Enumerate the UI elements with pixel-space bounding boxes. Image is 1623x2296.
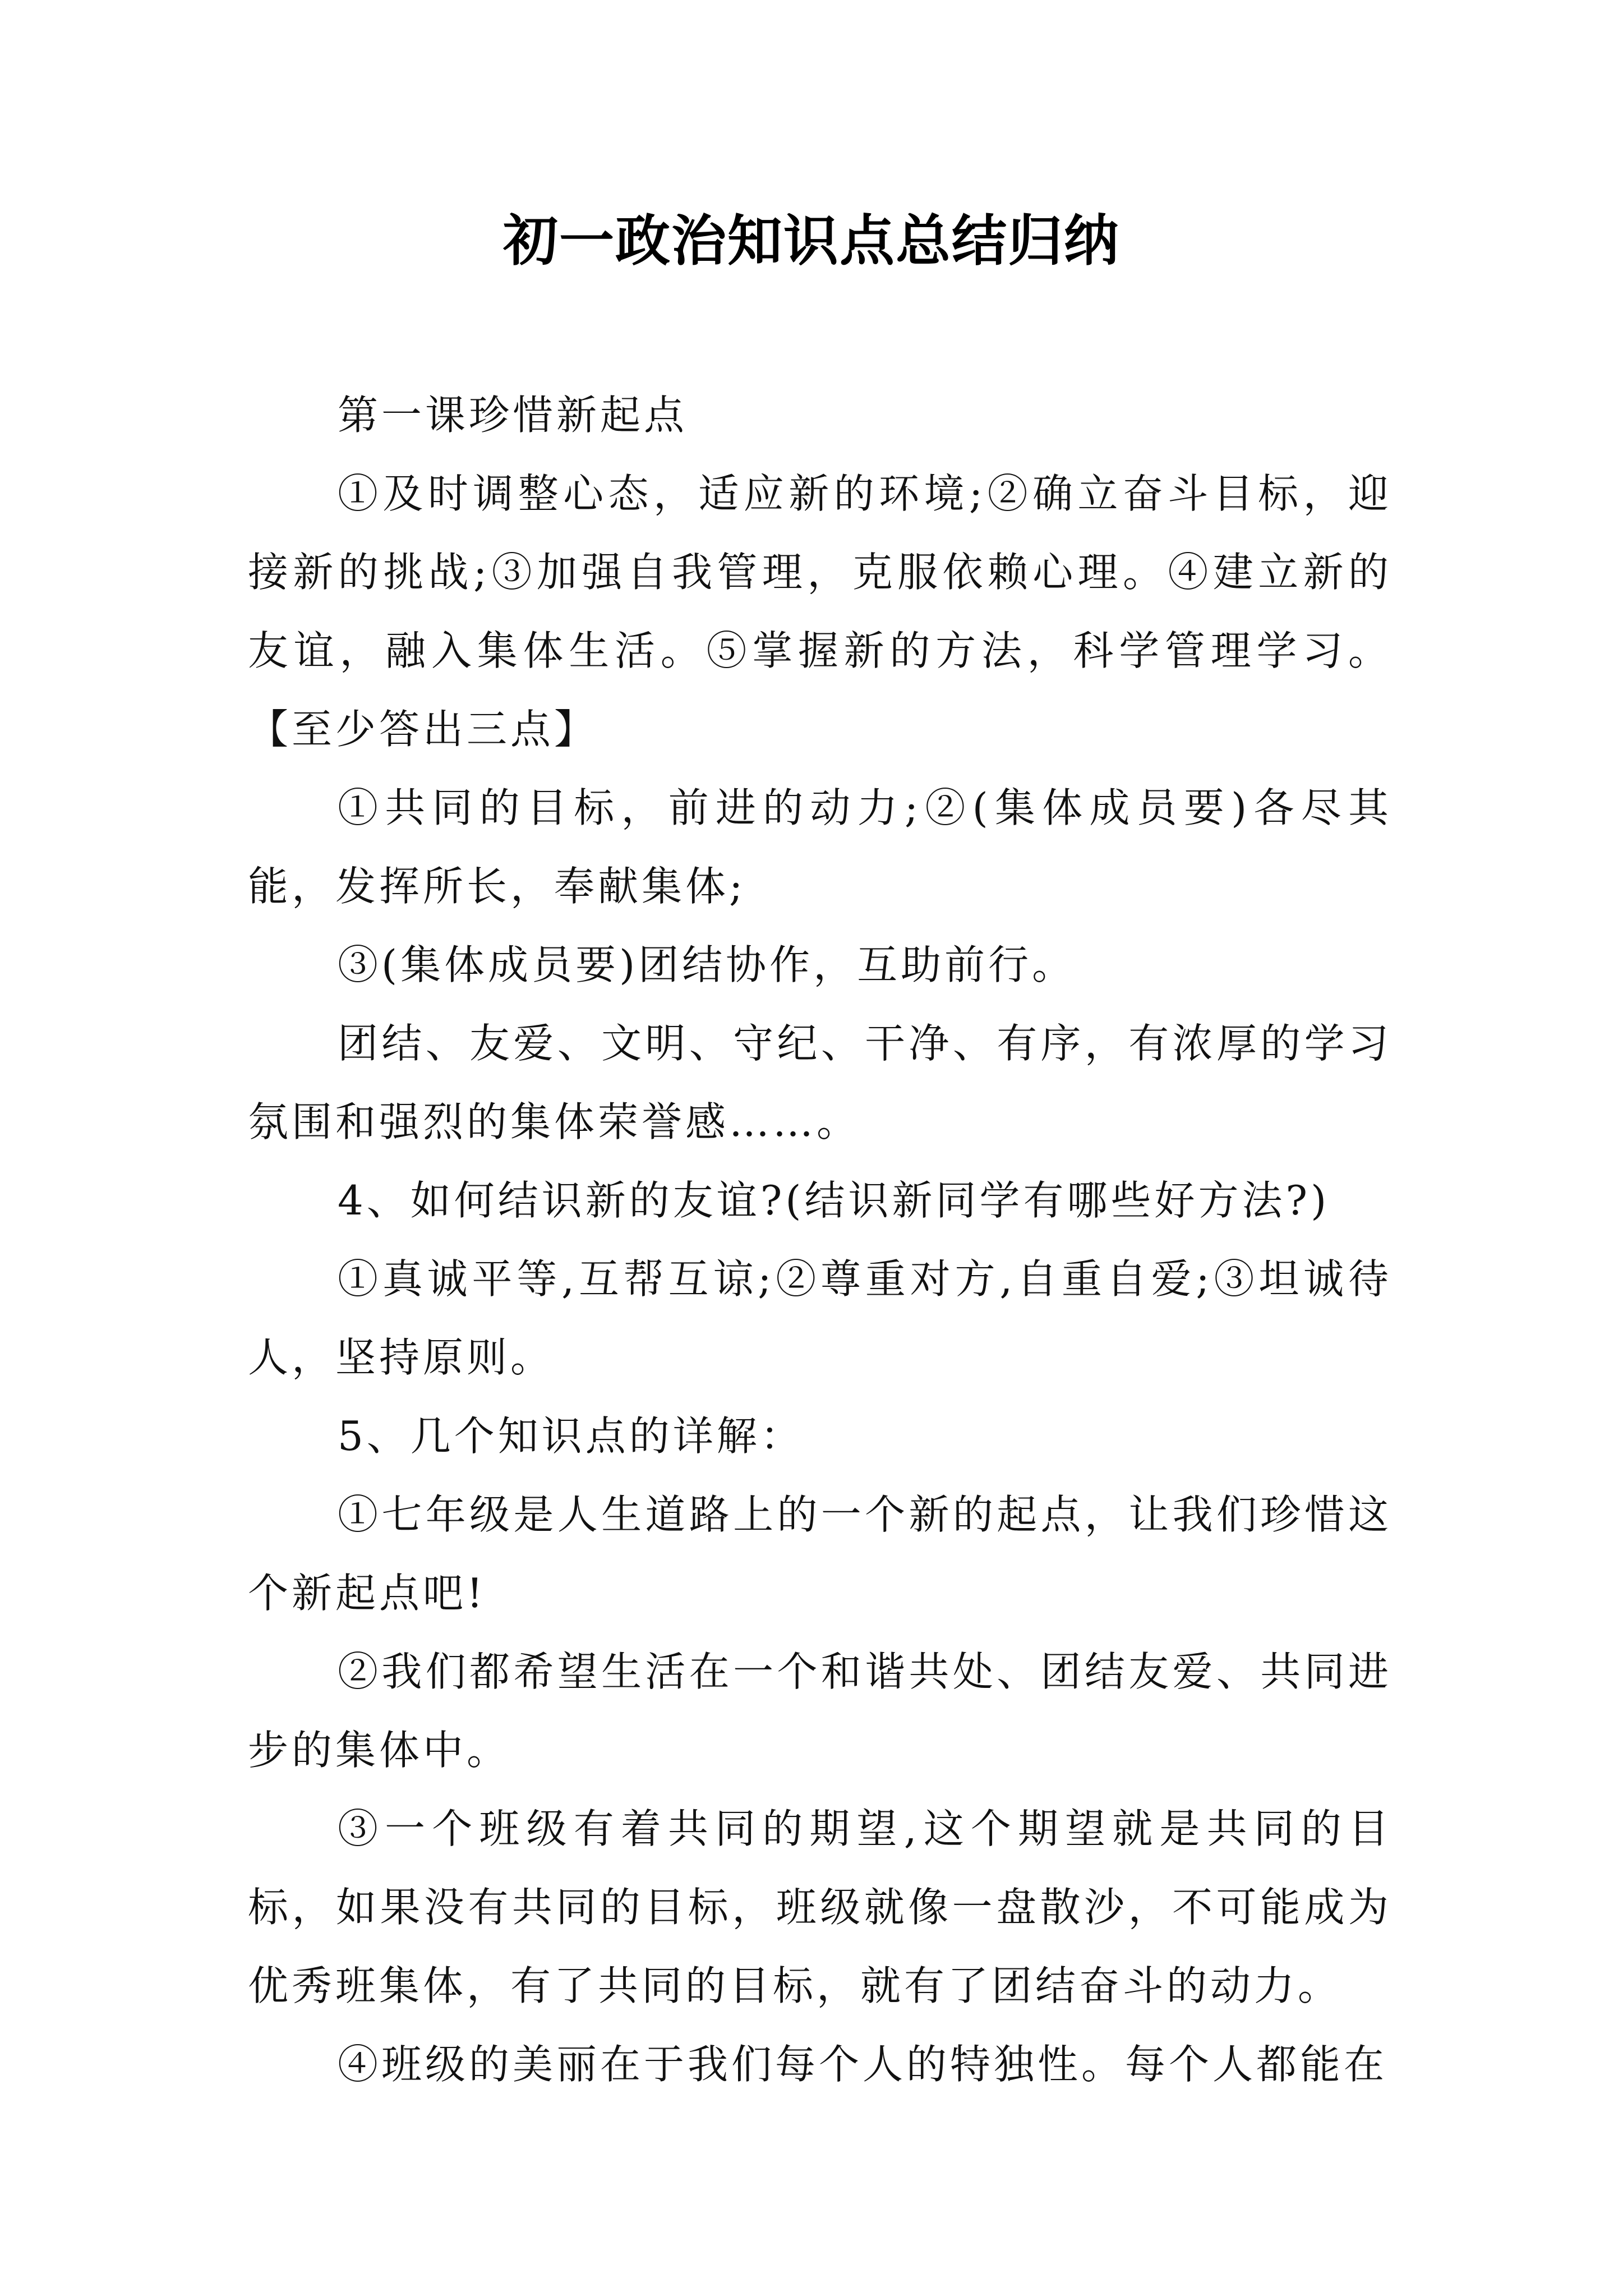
document-body bbox=[248, 376, 1392, 2104]
paragraph: ①七年级是人生道路上的一个新的起点，让我们珍惜这个新起点吧! bbox=[248, 1491, 1392, 1617]
paragraph: ③一个班级有着共同的期望,这个期望就是共同的目标，如果没有共同的目标，班级就像一盘散沙，不可能成为优秀班集体，有了共同的目标，就有了团结奋斗的动力。 bbox=[248, 1805, 1392, 2009]
paragraph: 团结、友爱、文明、守纪、干净、有序，有浓厚的学习氛围和强烈的集体荣誉感……。 bbox=[248, 1020, 1392, 1145]
paragraph: 4、如何结识新的友谊?(结识新同学有哪些好方法?) bbox=[338, 1177, 1330, 1224]
paragraph: 第一课珍惜新起点 bbox=[338, 392, 688, 439]
paragraph: ①共同的目标，前进的动力;②(集体成员要)各尽其能，发挥所长，奉献集体; bbox=[248, 784, 1392, 910]
paragraph: ④班级的美丽在于我们每个人的特独性。每个人都能在 bbox=[338, 2041, 1388, 2088]
paragraph: 5、几个知识点的详解： bbox=[338, 1412, 804, 1460]
paragraph: ①及时调整心态，适应新的环境;②确立奋斗目标，迎接新的挑战;③加强自我管理，克服依赖心理。④建立新的友谊，融入集体生活。⑤掌握新的方法，科学管理学习。【至少答出三点】 bbox=[248, 470, 1392, 753]
paragraph: ②我们都希望生活在一个和谐共处、团结友爱、共同进步的集体中。 bbox=[248, 1648, 1392, 1774]
paragraph: ①真诚平等,互帮互谅;②尊重对方,自重自爱;③坦诚待人，坚持原则。 bbox=[248, 1255, 1392, 1381]
paragraph: ③(集体成员要)团结协作，互助前行。 bbox=[338, 941, 1076, 988]
document-title: 初一政治知识点总结归纳 bbox=[502, 209, 1120, 273]
